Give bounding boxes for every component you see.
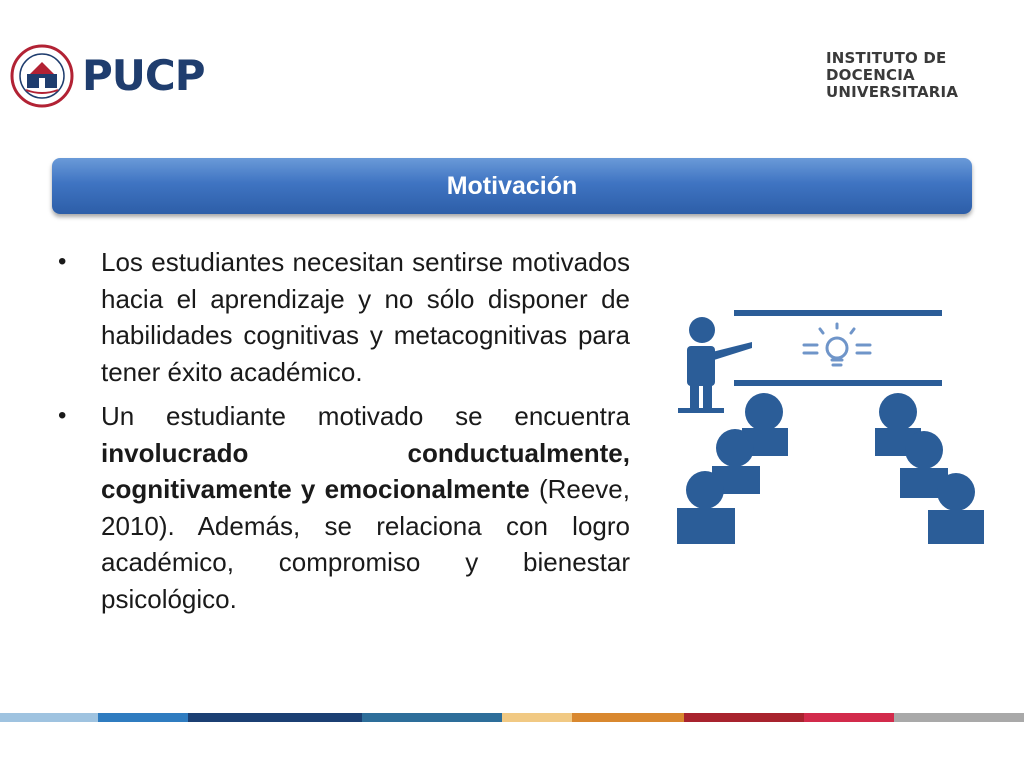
institute-logo — [826, 50, 1006, 101]
pucp-seal-icon — [10, 44, 74, 108]
stripe-segment — [684, 713, 804, 722]
teacher-figure — [678, 317, 752, 413]
bullet-list — [56, 244, 630, 625]
institute-line-3: UNIVERSITARIA — [826, 83, 959, 101]
stripe-segment — [0, 713, 98, 722]
stripe-segment — [188, 713, 362, 722]
institute-line-1: INSTITUTO DE — [826, 49, 947, 67]
footer-color-stripe — [0, 713, 1024, 722]
pucp-wordmark: PUCP — [82, 51, 205, 100]
bullet-dot-icon: • — [58, 248, 67, 275]
bullet-1-text: Los estudiantes necesitan sentirse motivados hacia el aprendizaje y no sólo disponer de habilidades cognitivas y metacognitivas para tener éxito académico. — [101, 247, 630, 387]
institute-line-2: DOCENCIA — [826, 66, 915, 84]
board-top-line — [734, 310, 942, 316]
stripe-segment — [804, 713, 894, 722]
stripe-segment — [98, 713, 188, 722]
bullet-dot-icon: • — [58, 402, 67, 429]
stripe-segment — [894, 713, 1024, 722]
slide-title: Motivación — [446, 172, 578, 200]
lightbulb-icon — [804, 324, 870, 365]
bullet-2-text-a: Un estudiante motivado se encuentra — [101, 401, 630, 431]
bullet-2-text-bold: involucrado conductualmente, cognitivamente y emocionalmente — [101, 437, 630, 504]
bullet-item-1 — [56, 244, 630, 390]
teacher-students-icon — [672, 300, 992, 550]
stripe-segment — [362, 713, 502, 722]
bullet-item-2 — [56, 398, 630, 617]
title-bar — [52, 158, 972, 214]
board-bottom-line — [734, 380, 942, 386]
stripe-segment — [572, 713, 684, 722]
stripe-segment — [502, 713, 572, 722]
bullet-2-text-c: (Reeve, 2010). Además, se relaciona con logro académico, compromiso y bienestar psicológico. — [101, 474, 630, 614]
pucp-logo — [10, 44, 220, 108]
